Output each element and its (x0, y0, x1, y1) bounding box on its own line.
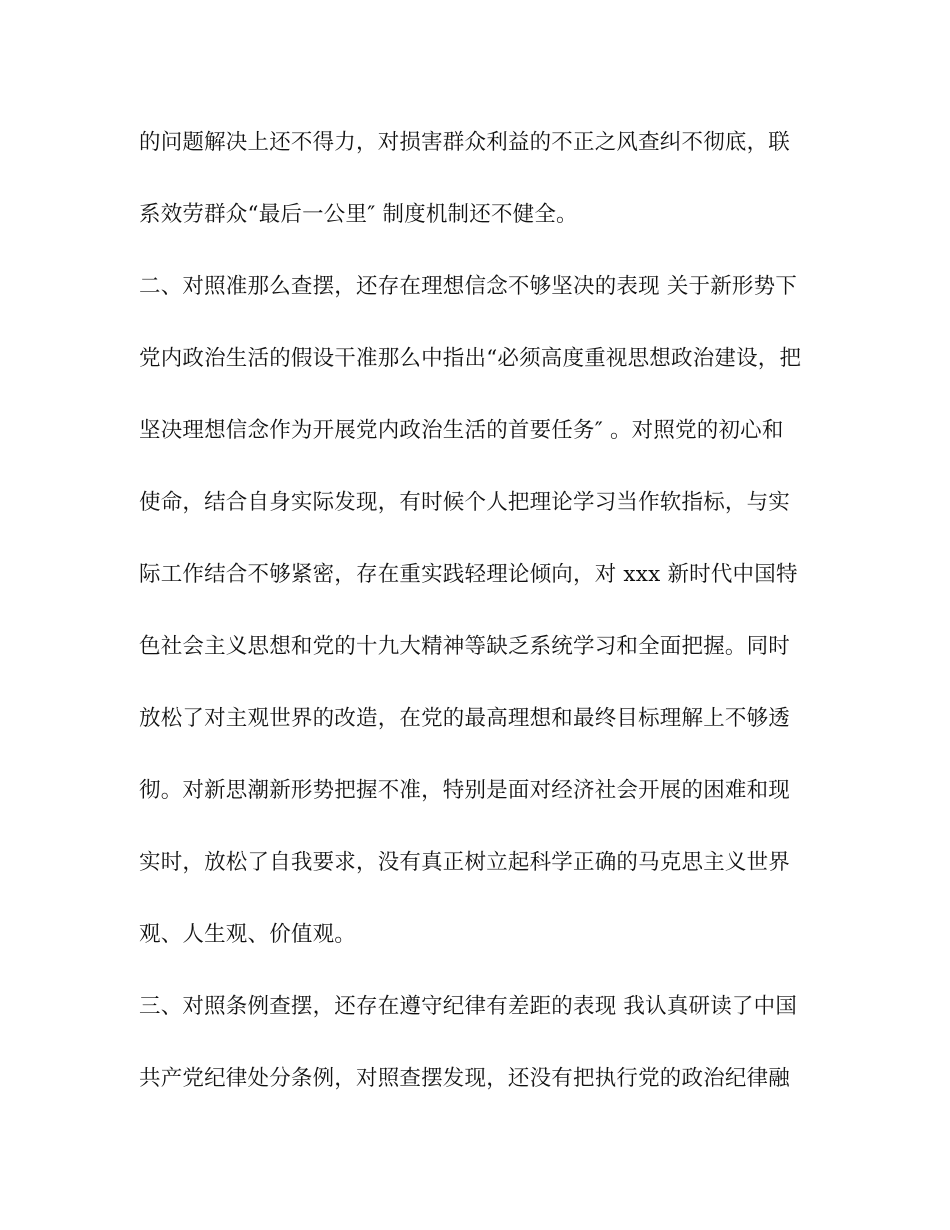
text-line: 的问题解决上还不得力，对损害群众利益的不正之风查纠不彻底，联 (139, 130, 791, 155)
text-line: 观、人生观、价值观。 (139, 922, 357, 947)
section-heading-line: 二、对照准那么查摆，还存在理想信念不够坚决的表现 关于新形势下 (139, 274, 798, 299)
text-line: 坚决理想信念作为开展党内政治生活的首要任务″ 。对照党的初心和 (139, 418, 784, 443)
text-line: 党内政治生活的假设干准那么中指出“必须高度重视思想政治建设，把 (139, 346, 802, 371)
text-line: 彻。对新思潮新形势把握不准，特别是面对经济社会开展的困难和现 (139, 778, 791, 803)
text-line: 色社会主义思想和党的十九大精神等缺乏系统学习和全面把握。同时 (139, 634, 791, 659)
text-line: 放松了对主观世界的改造，在党的最高理想和最终目标理解上不够透 (139, 706, 791, 731)
text-line: 系效劳群众“最后一公里″ 制度机制还不健全。 (139, 202, 578, 227)
text-line: 共产党纪律处分条例，对照查摆发现，还没有把执行党的政治纪律融 (139, 1066, 791, 1091)
text-line: 使命，结合自身实际发现，有时候个人把理论学习当作软指标，与实 (139, 490, 791, 515)
text-line: 实时，放松了自我要求，没有真正树立起科学正确的马克思主义世界 (139, 850, 791, 875)
text-line: 际工作结合不够紧密，存在重实践轻理论倾向，对 xxx 新时代中国特 (139, 562, 798, 587)
section-heading-line: 三、对照条例查摆，还存在遵守纪律有差距的表现 我认真研读了中国 (139, 994, 798, 1019)
